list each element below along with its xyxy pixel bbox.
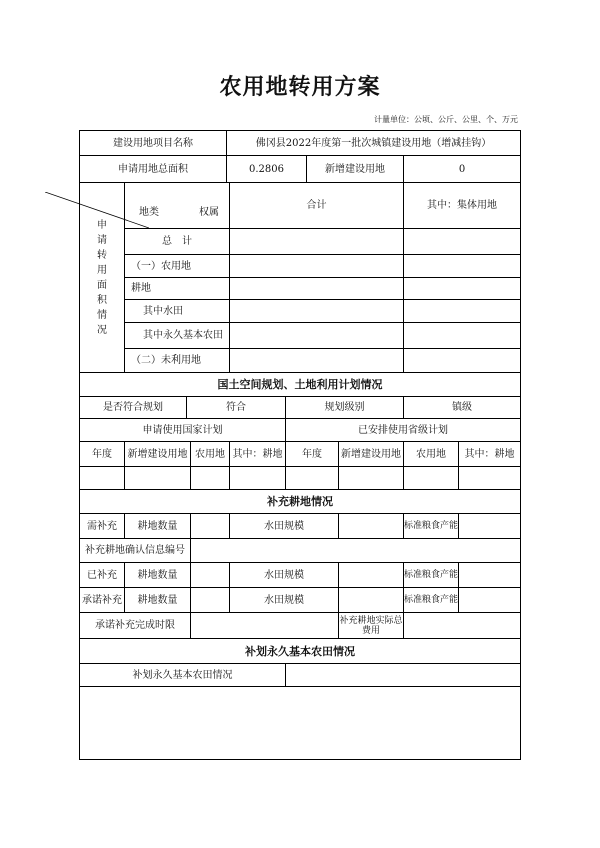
plan-conform-label: 是否符合规划 [80, 397, 187, 419]
need-farmland-qty-value [191, 514, 230, 539]
document-title: 农用地转用方案 [219, 75, 381, 100]
promise-paddy-scale-value [339, 588, 404, 613]
need-grain-capacity-label: 标准粮食产能 [404, 514, 459, 539]
done-paddy-scale-label: 水田规模 [230, 563, 339, 588]
provincial-year-header: 年度 [286, 442, 339, 467]
actual-cost-value [404, 613, 520, 639]
plan-empty-cell [404, 467, 459, 490]
permanent-section-title: 补划永久基本农田情况 [80, 639, 520, 664]
row-paddy-cell [230, 300, 404, 323]
row-total-collective-cell [404, 229, 520, 255]
promise-farmland-qty-label: 耕地数量 [125, 588, 191, 613]
total-area-label: 申请用地总面积 [80, 156, 227, 183]
provincial-farmland-header: 其中：耕地 [459, 442, 520, 467]
new-construction-land-value: 0 [404, 156, 520, 183]
new-construction-land-label: 新增建设用地 [307, 156, 404, 183]
done-paddy-scale-value [339, 563, 404, 588]
done-supplement-label: 已补充 [80, 563, 125, 588]
need-grain-capacity-value [459, 514, 520, 539]
promise-grain-capacity-value [459, 588, 520, 613]
conversion-area-side-text: 申请转用面积情况 [97, 219, 107, 336]
header-total: 合计 [230, 183, 404, 229]
actual-cost-label: 补充耕地实际总费用 [339, 613, 404, 639]
plan-empty-cell [286, 467, 339, 490]
plan-empty-cell [230, 467, 286, 490]
need-paddy-scale-value [339, 514, 404, 539]
row-unused-land-collective-cell [404, 349, 520, 373]
plan-empty-cell [80, 467, 125, 490]
done-grain-capacity-label: 标准粮食产能 [404, 563, 459, 588]
row-farmland-cell [230, 278, 404, 300]
provincial-new-land-header: 新增建设用地 [339, 442, 404, 467]
row-permanent-farmland-cell [230, 323, 404, 349]
row-permanent-farmland-collective-cell [404, 323, 520, 349]
row-total-cell [230, 229, 404, 255]
row-agricultural-cell [230, 255, 404, 278]
header-collective-land: 其中：集体用地 [404, 183, 520, 229]
row-total-label: 总 计 [125, 229, 230, 255]
promise-time-value [191, 613, 339, 639]
national-agricultural-header: 农用地 [191, 442, 230, 467]
done-farmland-qty-label: 耕地数量 [125, 563, 191, 588]
row-farmland-label: 耕地 [125, 278, 230, 300]
row-agricultural-collective-cell [404, 255, 520, 278]
promise-farmland-qty-value [191, 588, 230, 613]
promise-grain-capacity-label: 标准粮食产能 [404, 588, 459, 613]
permanent-row-label: 补划永久基本农田情况 [80, 664, 286, 687]
plan-empty-cell [125, 467, 191, 490]
need-paddy-scale-label: 水田规模 [230, 514, 339, 539]
permanent-remarks-area [80, 687, 520, 759]
plan-empty-cell [191, 467, 230, 490]
row-unused-land-label: （二）未利用地 [125, 349, 230, 373]
national-new-land-header: 新增建设用地 [125, 442, 191, 467]
promise-supplement-label: 承诺补充 [80, 588, 125, 613]
planning-section-title: 国土空间规划、土地利用计划情况 [80, 373, 520, 397]
header-category-text: 地类 [139, 207, 159, 218]
done-farmland-qty-value [191, 563, 230, 588]
row-agricultural-label: （一）农用地 [125, 255, 230, 278]
done-grain-capacity-value [459, 563, 520, 588]
header-ownership-text: 权属 [199, 207, 219, 218]
row-permanent-farmland-label: 其中永久基本农田 [125, 323, 230, 349]
total-area-value: 0.2806 [227, 156, 307, 183]
plan-conform-value: 符合 [187, 397, 286, 419]
confirm-number-value [191, 539, 520, 563]
plan-empty-cell [459, 467, 520, 490]
header-diagonal-line [45, 192, 149, 228]
provincial-plan-label: 已安排使用省级计划 [286, 419, 520, 442]
promise-time-label: 承诺补充完成时限 [80, 613, 191, 639]
need-supplement-label: 需补充 [80, 514, 125, 539]
provincial-agricultural-header: 农用地 [404, 442, 459, 467]
confirm-number-label: 补充耕地确认信息编号 [80, 539, 191, 563]
project-name-label: 建设用地项目名称 [80, 131, 227, 156]
permanent-row-value [286, 664, 520, 687]
supplement-section-title: 补充耕地情况 [80, 490, 520, 514]
unit-note: 计量单位：公顷、公斤、公里、个、万元 [374, 115, 518, 124]
row-farmland-collective-cell [404, 278, 520, 300]
row-paddy-label: 其中水田 [125, 300, 230, 323]
plan-empty-cell [339, 467, 404, 490]
national-plan-label: 申请使用国家计划 [80, 419, 286, 442]
national-year-header: 年度 [80, 442, 125, 467]
national-farmland-header: 其中：耕地 [230, 442, 286, 467]
project-name-value: 佛冈县2022年度第一批次城镇建设用地（增减挂钩） [227, 131, 520, 156]
plan-level-label: 规划级别 [286, 397, 404, 419]
row-unused-land-cell [230, 349, 404, 373]
plan-level-value: 镇级 [404, 397, 520, 419]
need-farmland-qty-label: 耕地数量 [125, 514, 191, 539]
row-paddy-collective-cell [404, 300, 520, 323]
promise-paddy-scale-label: 水田规模 [230, 588, 339, 613]
